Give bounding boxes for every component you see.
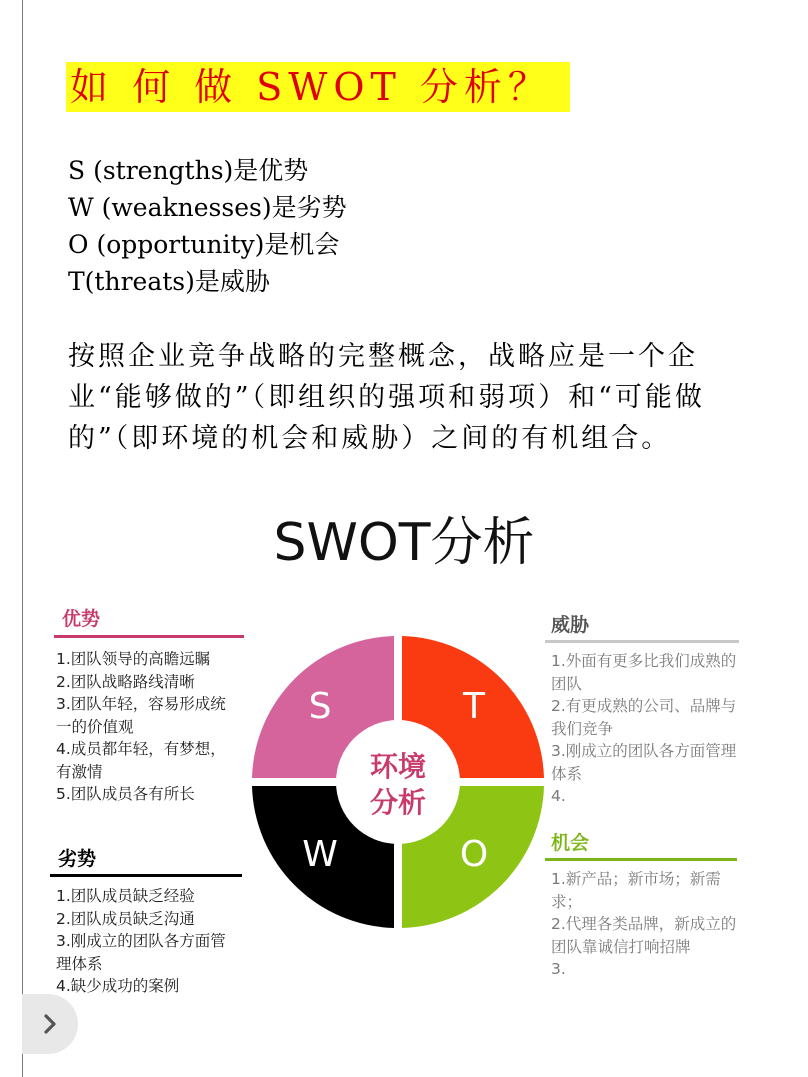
definition-strengths: S (strengths)是优势	[68, 156, 309, 185]
list-item: 4.缺少成功的案例	[56, 977, 180, 995]
letter-o: O	[459, 834, 489, 875]
weaknesses-heading: 劣势	[58, 848, 97, 870]
letter-t: T	[463, 686, 485, 727]
letter-w: W	[302, 834, 338, 875]
swot-ring-diagram	[248, 632, 548, 932]
swot-definitions	[68, 152, 347, 300]
list-item: 3.	[551, 960, 566, 978]
definition-threats: T(threats)是威胁	[68, 267, 270, 296]
list-item: 2.有更成熟的公司、品牌与我们竞争	[551, 697, 737, 738]
strategy-paragraph: 按照企业竞争战略的完整概念，战略应是一个企业“能够做的”（即组织的强项和弱项）和“可能做的”（即环境的机会和威胁）之间的有机组合。	[68, 341, 705, 454]
threats-rule	[545, 640, 739, 643]
list-item: 2.团队成员缺乏沟通	[56, 909, 195, 928]
list-item: 3.团队年轻，容易形成统一的价值观	[56, 695, 226, 736]
list-item: 5.团队成员各有所长	[56, 785, 195, 803]
threats-heading: 威胁	[551, 614, 590, 636]
center-label-line2: 分析	[369, 786, 427, 819]
list-item: 4.成员都年轻，有梦想，有激情	[56, 740, 226, 781]
figure-title: SWOT分析	[273, 513, 535, 573]
list-item: 1.团队成员缺乏经验	[56, 887, 195, 905]
definition-opportunity: O (opportunity)是机会	[68, 230, 340, 259]
letter-s: S	[308, 686, 332, 727]
strengths-heading: 优势	[62, 608, 101, 630]
list-item: 2.代理各类品牌，新成立的团队靠诚信打响招牌	[551, 915, 737, 956]
list-item: 4.	[551, 787, 566, 805]
strengths-list	[56, 648, 236, 806]
list-item: 1.新产品；新市场；新需求；	[551, 870, 721, 911]
threats-list	[551, 650, 741, 808]
definition-weaknesses: W (weaknesses)是劣势	[68, 193, 347, 222]
center-label-line1: 环境	[369, 750, 427, 783]
list-item: 3.刚成立的团队各方面管理体系	[551, 742, 737, 783]
list-item: 1.外面有更多比我们成熟的团队	[551, 652, 737, 693]
strengths-rule	[54, 635, 244, 638]
weaknesses-rule	[50, 874, 242, 877]
opportunities-rule	[545, 858, 737, 861]
list-item: 1.团队领导的高瞻远瞩	[56, 650, 211, 668]
next-page-button[interactable]	[22, 994, 78, 1054]
opportunities-list	[551, 868, 739, 981]
chevron-right-icon	[39, 1013, 61, 1035]
page-title: 如 何 做 SWOT 分析？	[66, 62, 570, 112]
opportunities-heading: 机会	[551, 832, 590, 854]
list-item: 3.刚成立的团队各方面管理体系	[56, 932, 226, 973]
weaknesses-list	[56, 885, 238, 998]
list-item: 2.团队战略路线清晰	[56, 672, 195, 691]
